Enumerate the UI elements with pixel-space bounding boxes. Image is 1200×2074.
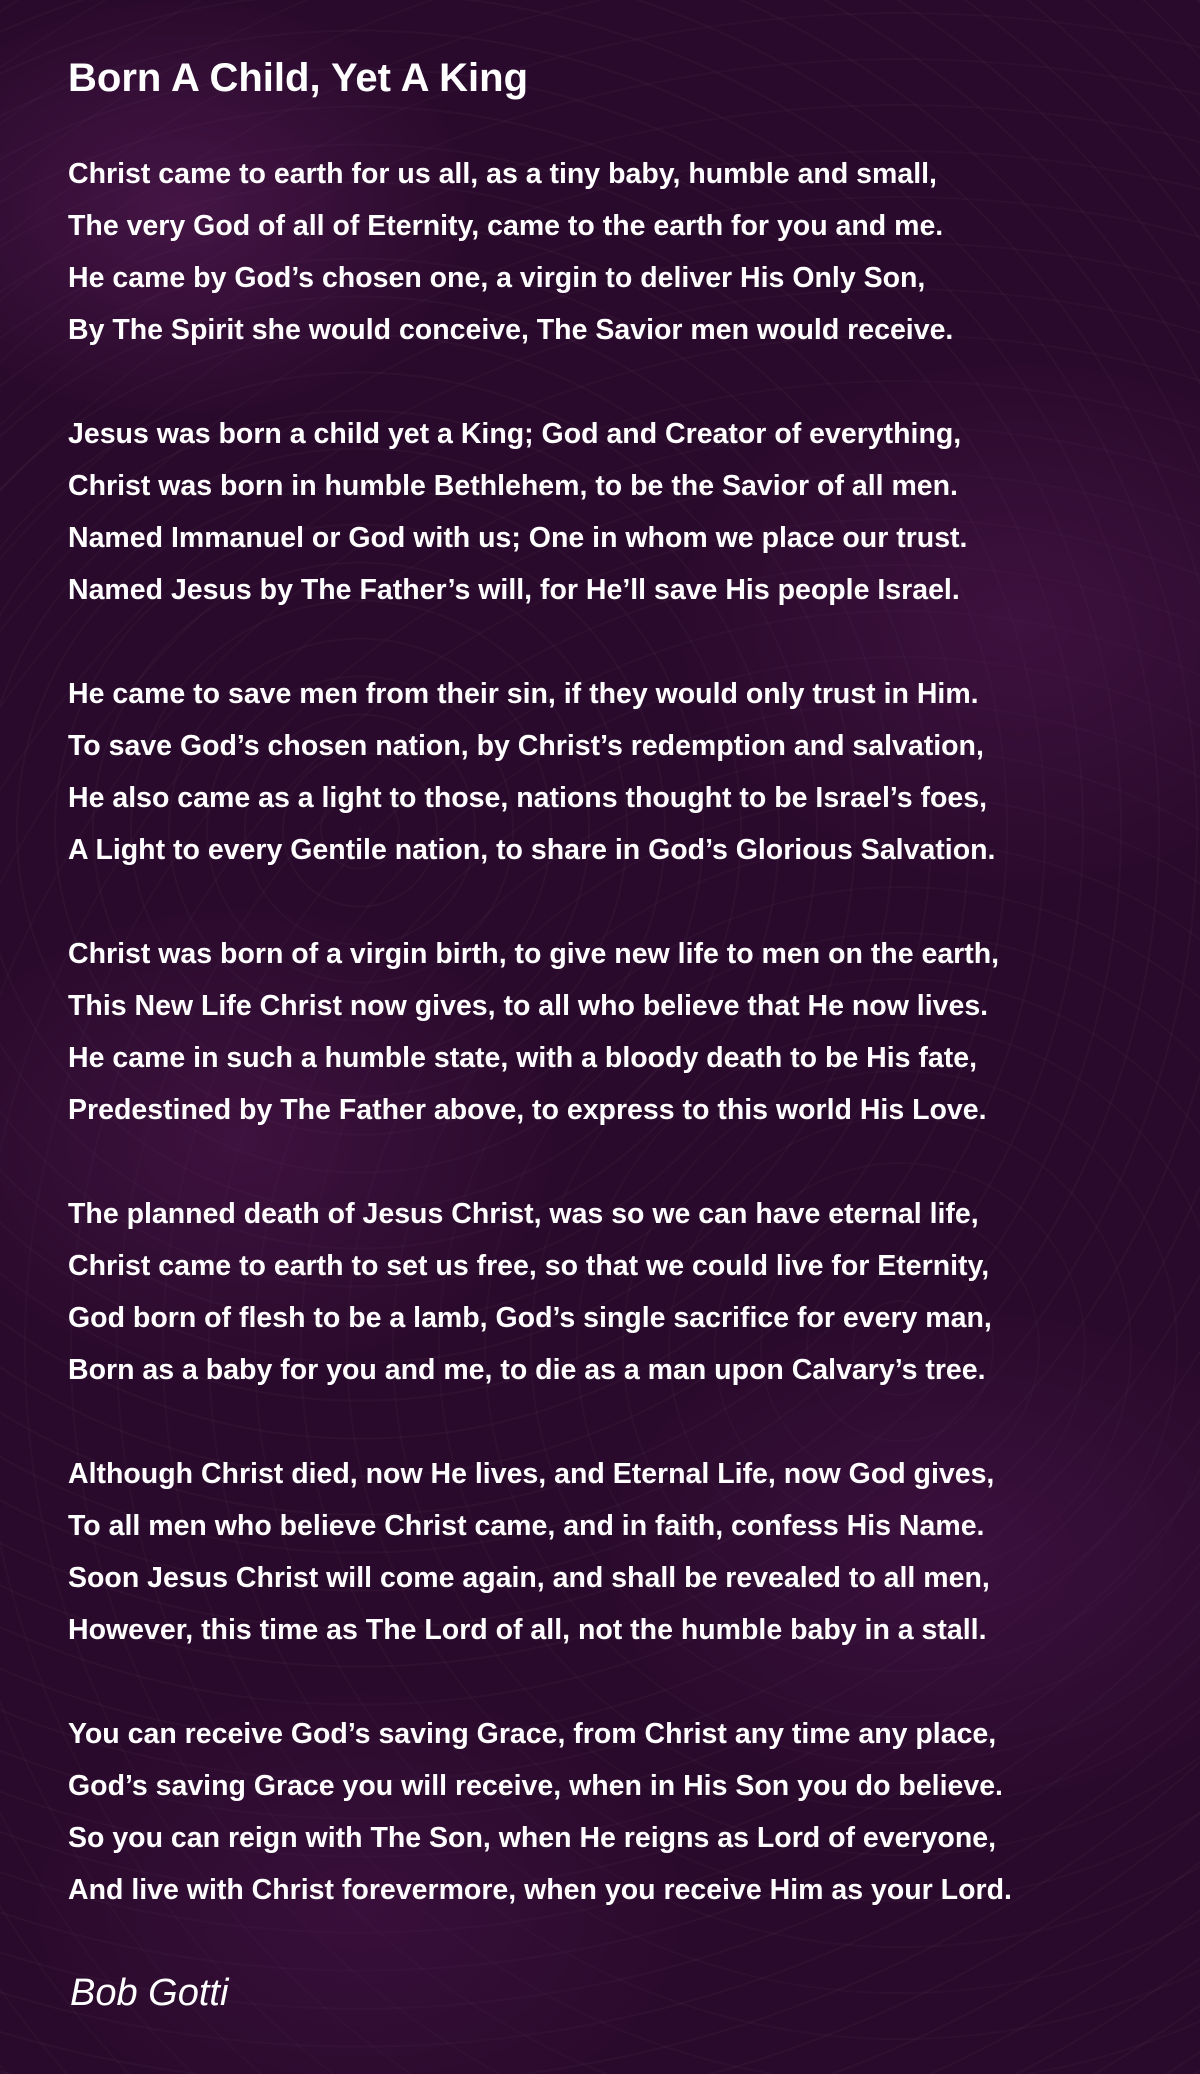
poem-line: Christ came to earth for us all, as a tiny baby, humble and small, [68, 158, 937, 190]
poem-line: God born of flesh to be a lamb, God’s single sacrifice for every man, [68, 1302, 992, 1334]
poem-line: He came to save men from their sin, if they would only trust in Him. [68, 678, 979, 710]
poem-line: A Light to every Gentile nation, to share in God’s Glorious Salvation. [68, 834, 996, 866]
poem-container [68, 50, 1160, 1968]
poem-line: However, this time as The Lord of all, not the humble baby in a stall. [68, 1614, 987, 1646]
poem-line: He came by God’s chosen one, a virgin to deliver His Only Son, [68, 262, 926, 294]
poem-line: Although Christ died, now He lives, and Eternal Life, now God gives, [68, 1458, 995, 1490]
poem-line: Christ was born of a virgin birth, to give new life to men on the earth, [68, 938, 1000, 970]
poem-line: By The Spirit she would conceive, The Savior men would receive. [68, 314, 954, 346]
poem-line: Named Immanuel or God with us; One in whom we place our trust. [68, 522, 968, 554]
poem-line: You can receive God’s saving Grace, from Christ any time any place, [68, 1718, 997, 1750]
stanza-7 [68, 1708, 1160, 1916]
stanza-5 [68, 1188, 1160, 1396]
stanza-6 [68, 1448, 1160, 1656]
poem-line: So you can reign with The Son, when He reigns as Lord of everyone, [68, 1822, 997, 1854]
poem-line: Christ came to earth to set us free, so that we could live for Eternity, [68, 1250, 990, 1282]
stanza-4 [68, 928, 1160, 1136]
poem-line: The planned death of Jesus Christ, was so we can have eternal life, [68, 1198, 979, 1230]
poem-line: He also came as a light to those, nations thought to be Israel’s foes, [68, 782, 988, 814]
poem-title: Born A Child, Yet A King [68, 56, 528, 100]
poem-line: Predestined by The Father above, to express to this world His Love. [68, 1094, 987, 1126]
poem-line: He came in such a humble state, with a bloody death to be His fate, [68, 1042, 978, 1074]
author-name: Bob Gotti [70, 1972, 229, 2014]
poem-line: And live with Christ forevermore, when you receive Him as your Lord. [68, 1874, 1012, 1906]
poem-line: Named Jesus by The Father’s will, for He’ll save His people Israel. [68, 574, 960, 606]
poem-line: Soon Jesus Christ will come again, and shall be revealed to all men, [68, 1562, 990, 1594]
poem-line: To all men who believe Christ came, and in faith, confess His Name. [68, 1510, 985, 1542]
poem-line: Born as a baby for you and me, to die as a man upon Calvary’s tree. [68, 1354, 986, 1386]
stanza-2 [68, 408, 1160, 616]
stanza-3 [68, 668, 1160, 876]
poem-line: Jesus was born a child yet a King; God and Creator of everything, [68, 418, 962, 450]
poem-line: The very God of all of Eternity, came to the earth for you and me. [68, 210, 944, 242]
poem-line: God’s saving Grace you will receive, when in His Son you do believe. [68, 1770, 1003, 1802]
poem-line: To save God’s chosen nation, by Christ’s redemption and salvation, [68, 730, 984, 762]
poem-line: Christ was born in humble Bethlehem, to be the Savior of all men. [68, 470, 958, 502]
poem-line: This New Life Christ now gives, to all who believe that He now lives. [68, 990, 989, 1022]
stanza-1 [68, 148, 1160, 356]
